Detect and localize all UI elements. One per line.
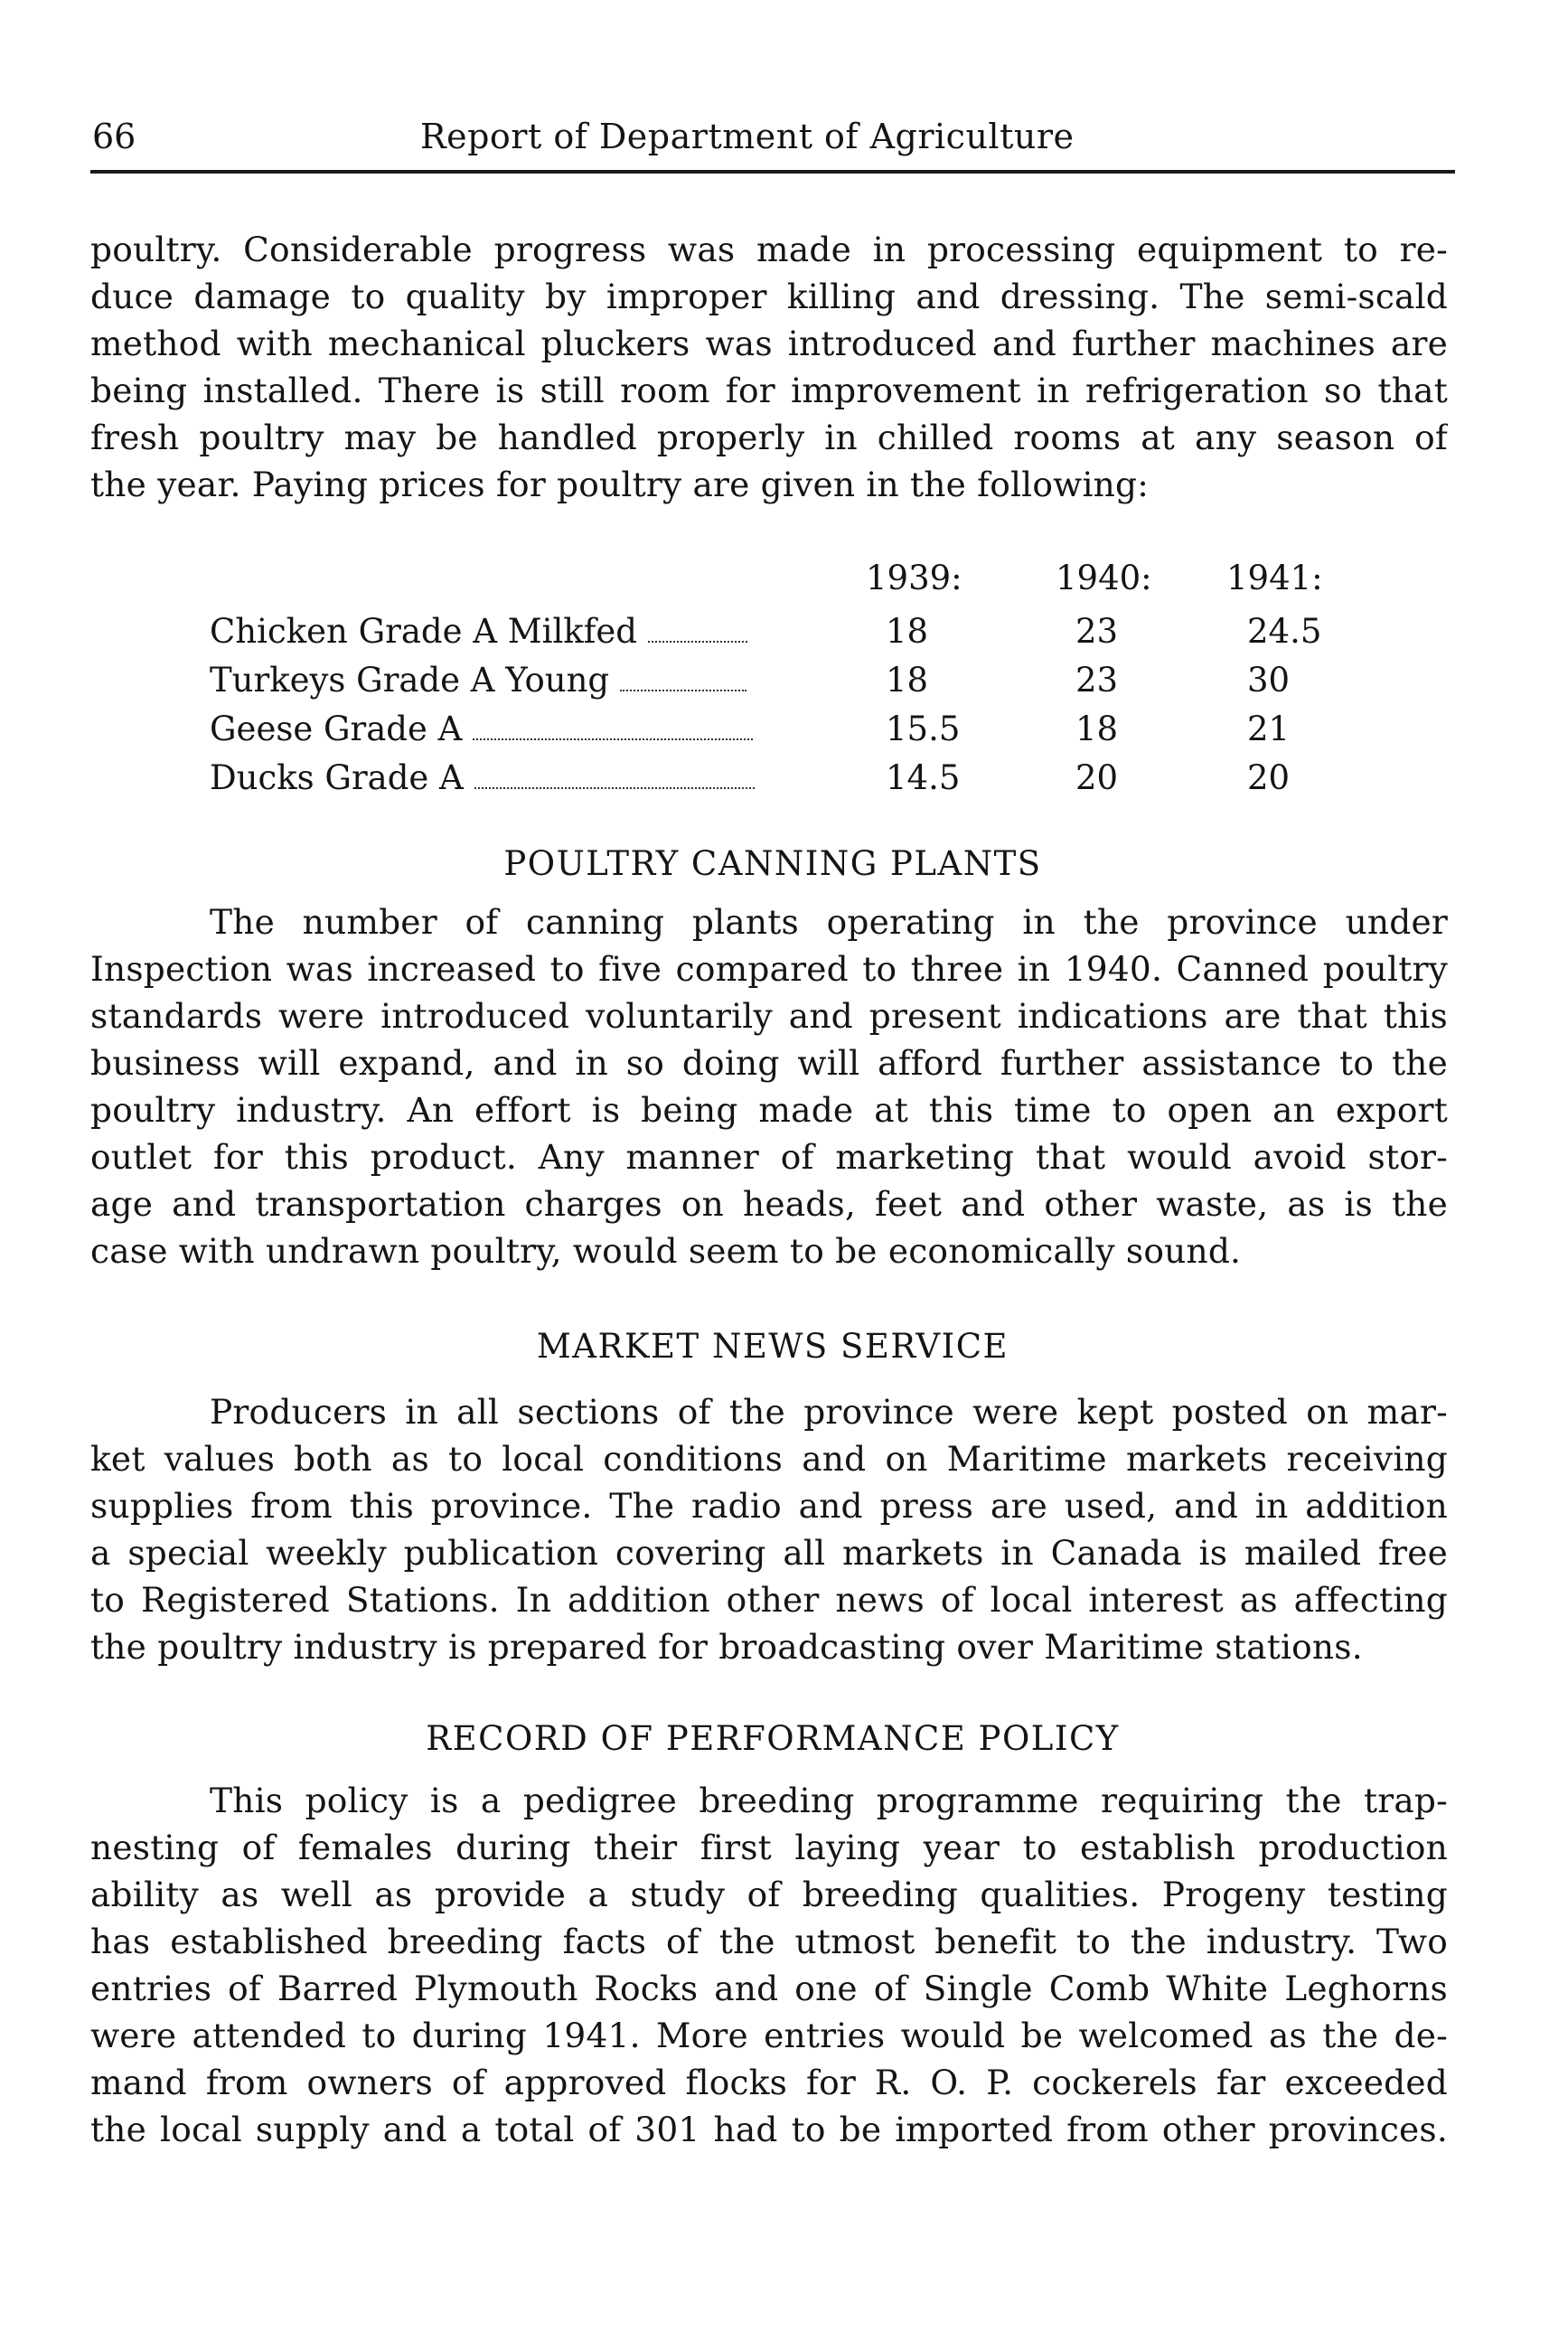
paragraph-line: has established breeding facts of the utmost benefit to the industry. Two	[90, 1922, 1448, 1961]
dot-leader	[620, 663, 746, 691]
price-1940: 23	[1075, 661, 1119, 700]
paragraph-line: Inspection was increased to five compared to three in 1940. Canned poultry	[90, 949, 1448, 989]
price-1939: 14.5	[886, 758, 961, 797]
paragraph-line: duce damage to quality by improper killing and dressing. The semi-scald	[90, 277, 1448, 316]
row-label	[210, 705, 788, 754]
paragraph-line: ability as well as provide a study of breeding qualities. Progeny testing	[90, 1875, 1448, 1914]
section-heading-canning: POULTRY CANNING PLANTS	[503, 844, 1042, 883]
row-label-text: Chicken Grade A Milkfed	[210, 612, 637, 651]
paragraph-line: method with mechanical pluckers was introduced and further machines are	[90, 324, 1448, 363]
paragraph-line: The number of canning plants operating in the province under	[210, 902, 1448, 942]
price-1939: 18	[886, 612, 929, 651]
paragraph-line: standards were introduced voluntarily and present indications are that this	[90, 996, 1448, 1036]
intro-paragraph	[90, 226, 1448, 508]
paragraph-line: to Registered Stations. In addition other news of local interest as affecting	[90, 1580, 1448, 1620]
row-label	[210, 754, 788, 803]
price-1941: 24.5	[1247, 612, 1322, 651]
dot-leader	[474, 760, 755, 789]
paragraph-line: case with undrawn poultry, would seem to be economically sound.	[90, 1231, 1242, 1271]
dot-leader	[648, 614, 747, 643]
price-1941: 20	[1247, 758, 1291, 797]
paragraph-line: the poultry industry is prepared for broadcasting over Maritime stations.	[90, 1627, 1363, 1667]
market-news-paragraph	[90, 1388, 1448, 1670]
price-table-header	[210, 555, 1348, 602]
price-1941: 21	[1247, 710, 1291, 748]
row-label-text: Geese Grade A	[210, 710, 463, 748]
paragraph-line: ket values both as to local conditions and on Maritime markets receiving	[90, 1439, 1448, 1479]
price-1940: 23	[1075, 612, 1119, 651]
price-1939: 15.5	[886, 710, 961, 748]
price-1940: 20	[1075, 758, 1119, 797]
paragraph-line: nesting of females during their first laying year to establish production	[90, 1828, 1448, 1867]
paragraph-line: were attended to during 1941. More entries would be welcomed as the de-	[90, 2016, 1448, 2055]
paragraph-line: age and transportation charges on heads, feet and other waste, as is the	[90, 1184, 1448, 1224]
paragraph-line: the year. Paying prices for poultry are given in the following:	[90, 465, 1150, 504]
section-heading-market-news: MARKET NEWS SERVICE	[536, 1327, 1009, 1366]
section-heading-rop: RECORD OF PERFORMANCE POLICY	[426, 1719, 1120, 1758]
paragraph-line: entries of Barred Plymouth Rocks and one of Single Comb White Leghorns	[90, 1969, 1448, 2008]
table-row	[210, 754, 1348, 803]
paragraph-line: business will expand, and in so doing will afford further assistance to the	[90, 1043, 1448, 1083]
row-label-text: Ducks Grade A	[210, 758, 464, 797]
paragraph-line: fresh poultry may be handled properly in chilled rooms at any season of	[90, 418, 1448, 457]
paragraph-line: outlet for this product. Any manner of marketing that would avoid stor-	[90, 1137, 1448, 1177]
paragraph-line: Producers in all sections of the province were kept posted on mar-	[210, 1392, 1448, 1432]
paragraph-line: the local supply and a total of 301 had to be imported from other provinces.	[90, 2110, 1448, 2149]
paragraph-line: This policy is a pedigree breeding programme requiring the trap-	[210, 1781, 1448, 1820]
paragraph-line: being installed. There is still room for improvement in refrigeration so that	[90, 371, 1448, 410]
price-1939: 18	[886, 661, 929, 700]
paragraph-line: mand from owners of approved flocks for R. O. P. cockerels far exceeded	[90, 2063, 1448, 2102]
running-head: Report of Department of Agriculture	[420, 117, 1075, 156]
dot-leader	[473, 711, 753, 740]
paragraph-line: a special weekly publication covering all markets in Canada is mailed free	[90, 1533, 1448, 1573]
row-label	[210, 607, 788, 656]
canning-paragraph	[90, 898, 1448, 1274]
page-header	[90, 107, 1455, 174]
paragraph-line: poultry. Considerable progress was made in processing equipment to re-	[90, 230, 1448, 269]
price-1941: 30	[1247, 661, 1291, 700]
price-1940: 18	[1075, 710, 1119, 748]
table-row	[210, 607, 1348, 656]
page-number: 66	[92, 117, 136, 156]
row-label	[210, 656, 788, 705]
year-header-1939: 1939:	[866, 559, 962, 597]
paragraph-line: poultry industry. An effort is being made at this time to open an export	[90, 1090, 1448, 1130]
table-row	[210, 705, 1348, 754]
year-header-1940: 1940:	[1056, 559, 1152, 597]
row-label-text: Turkeys Grade A Young	[210, 661, 610, 700]
year-header-1941: 1941:	[1226, 559, 1323, 597]
table-row	[210, 656, 1348, 705]
rop-paragraph	[90, 1777, 1448, 2153]
paragraph-line: supplies from this province. The radio and press are used, and in addition	[90, 1486, 1448, 1526]
